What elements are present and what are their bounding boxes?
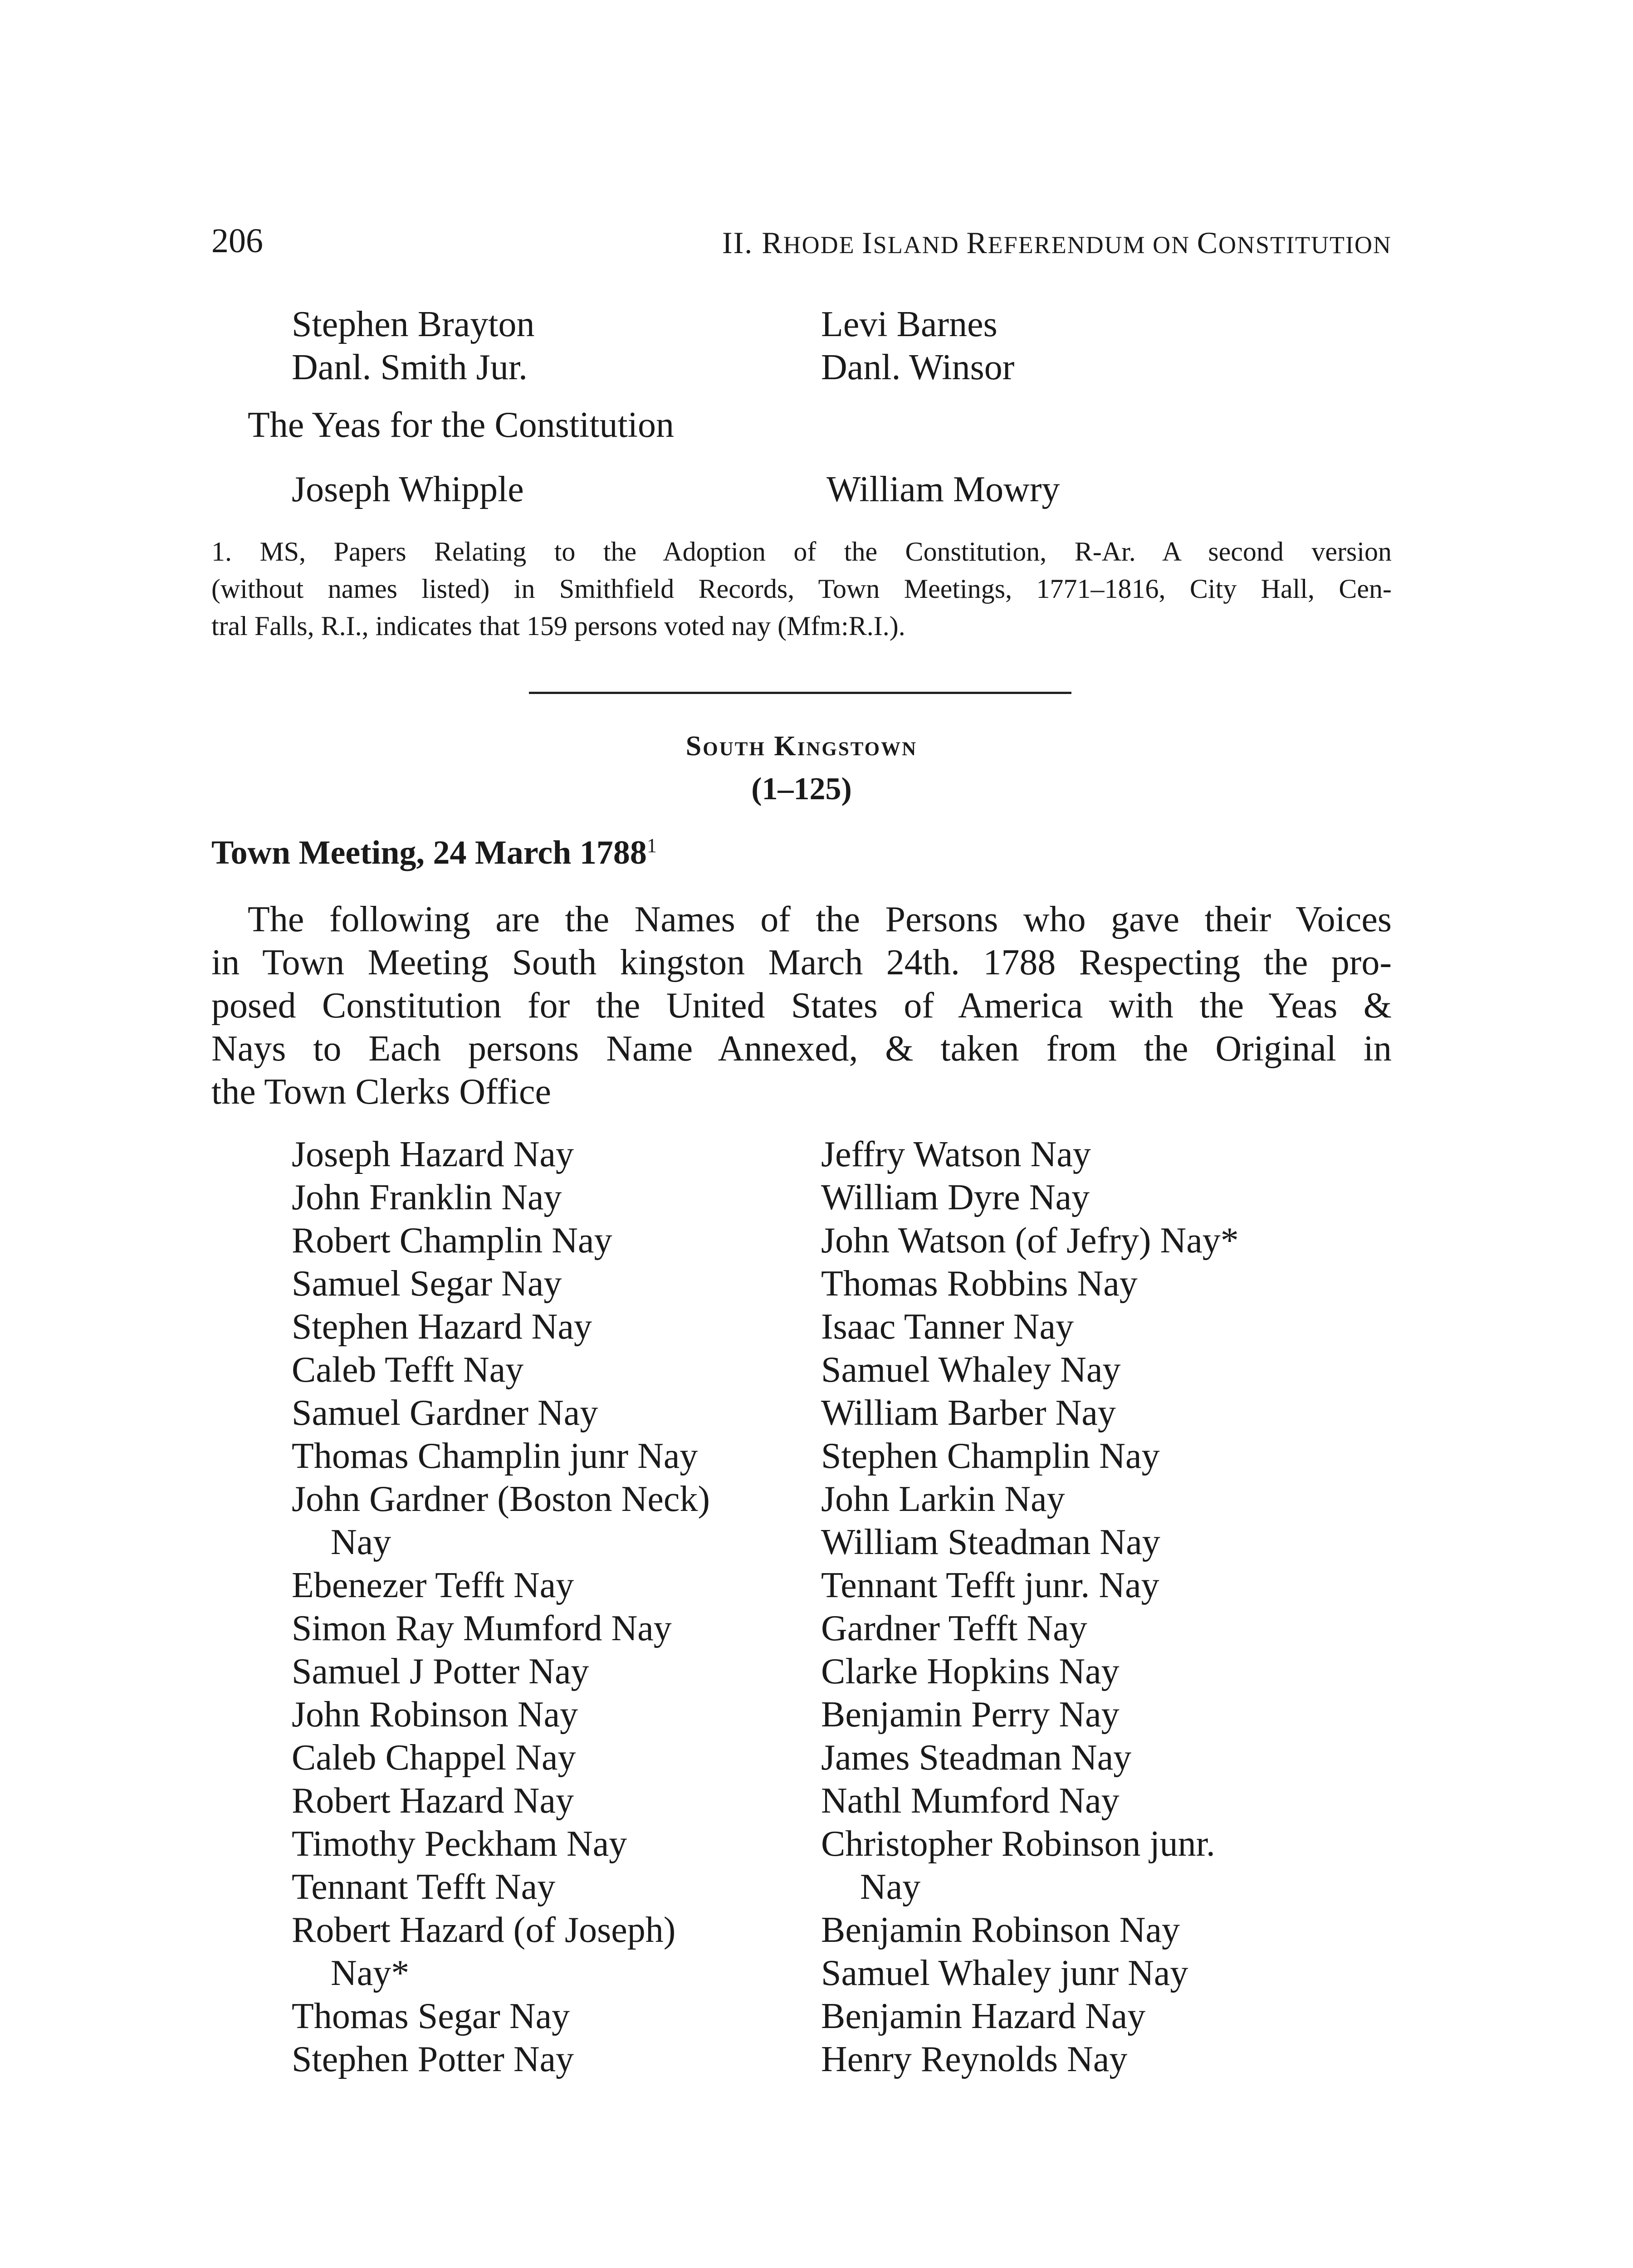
name-entry: William Dyre Nay bbox=[821, 1178, 1090, 1217]
page-number: 206 bbox=[211, 222, 263, 260]
running-title-part: EFERENDUM ON bbox=[988, 231, 1197, 259]
name-entry: Henry Reynolds Nay bbox=[821, 2039, 1128, 2079]
name-entry: John Gardner (Boston Neck) bbox=[292, 1479, 710, 1519]
name-entry-continuation: Nay* bbox=[331, 1953, 410, 1993]
prev-names-right bbox=[821, 303, 1014, 389]
name-entry: Thomas Segar Nay bbox=[292, 1996, 570, 2036]
name-entry: Christopher Robinson junr. bbox=[821, 1824, 1215, 1864]
name-entry: Samuel Whaley Nay bbox=[821, 1350, 1121, 1390]
section-divider bbox=[529, 692, 1071, 694]
name-entry: William Mowry bbox=[826, 469, 1060, 509]
name-entry: Robert Champlin Nay bbox=[292, 1221, 612, 1261]
running-title-part: I bbox=[862, 225, 873, 260]
name-entry-continuation: Nay bbox=[331, 1522, 391, 1562]
name-entry: John Larkin Nay bbox=[821, 1479, 1065, 1519]
running-title bbox=[722, 225, 1392, 261]
running-head bbox=[211, 221, 1392, 262]
footnote-line: 1. MS, Papers Relating to the Adoption of the Constitution, R-Ar. A second version bbox=[211, 537, 1392, 567]
meeting-heading-text: Town Meeting, 24 March 1788 bbox=[211, 834, 647, 871]
name-entry: Samuel J Potter Nay bbox=[292, 1652, 589, 1691]
section-range: (1–125) bbox=[751, 772, 852, 807]
footnote bbox=[211, 533, 1392, 645]
name-entry: Samuel Segar Nay bbox=[292, 1264, 562, 1304]
running-title-part: HODE bbox=[783, 231, 862, 259]
name-entry: Clarke Hopkins Nay bbox=[821, 1652, 1120, 1691]
name-entry: John Franklin Nay bbox=[292, 1178, 562, 1217]
name-entry: John Watson (of Jefry) Nay* bbox=[821, 1221, 1239, 1261]
name-entry: Thomas Champlin junr Nay bbox=[292, 1436, 698, 1476]
section-title: South Kingstown bbox=[685, 731, 918, 762]
footnote-line: (without names listed) in Smithfield Records, Town Meetings, 1771–1816, City Hall, Cen- bbox=[211, 574, 1392, 604]
intro-line: in Town Meeting South kingston March 24th. 1788 Respecting the pro- bbox=[211, 943, 1392, 982]
name-entry: Stephen Hazard Nay bbox=[292, 1307, 592, 1347]
names-right-column bbox=[821, 1133, 1239, 2081]
name-entry: Danl. Smith Jur. bbox=[292, 347, 528, 387]
name-entry: Isaac Tanner Nay bbox=[821, 1307, 1074, 1347]
meeting-heading bbox=[211, 834, 657, 872]
name-entry: Jeffry Watson Nay bbox=[821, 1134, 1091, 1174]
name-entry-continuation: Nay bbox=[860, 1867, 921, 1907]
name-entry: Benjamin Robinson Nay bbox=[821, 1910, 1180, 1950]
name-entry: Simon Ray Mumford Nay bbox=[292, 1608, 672, 1648]
name-entry: Timothy Peckham Nay bbox=[292, 1824, 627, 1864]
intro-line: posed Constitution for the United States of America with the Yeas & bbox=[211, 986, 1392, 1026]
name-entry: Joseph Whipple bbox=[292, 469, 524, 509]
name-entry: William Steadman Nay bbox=[821, 1522, 1160, 1562]
name-entry: Stephen Brayton bbox=[292, 304, 535, 344]
yeas-heading: The Yeas for the Constitution bbox=[248, 405, 674, 445]
footnote-ref: 1 bbox=[646, 834, 657, 857]
name-entry: James Steadman Nay bbox=[821, 1738, 1132, 1778]
name-entry: Caleb Tefft Nay bbox=[292, 1350, 524, 1390]
name-entry: Thomas Robbins Nay bbox=[821, 1264, 1138, 1304]
running-title-part: II. R bbox=[722, 225, 783, 260]
name-entry: Benjamin Perry Nay bbox=[821, 1695, 1120, 1735]
name-entry: Gardner Tefft Nay bbox=[821, 1608, 1087, 1648]
name-entry: Ebenezer Tefft Nay bbox=[292, 1565, 574, 1605]
name-entry: Stephen Champlin Nay bbox=[821, 1436, 1160, 1476]
intro-line: The following are the Names of the Persons who gave their Voices bbox=[248, 899, 1392, 939]
name-entry: Tennant Tefft junr. Nay bbox=[821, 1565, 1159, 1605]
name-entry: Joseph Hazard Nay bbox=[292, 1134, 574, 1174]
name-entry: William Barber Nay bbox=[821, 1393, 1116, 1433]
prev-names-left bbox=[292, 303, 534, 389]
name-entry: Tennant Tefft Nay bbox=[292, 1867, 556, 1907]
name-entry: Samuel Gardner Nay bbox=[292, 1393, 598, 1433]
name-entry: Samuel Whaley junr Nay bbox=[821, 1953, 1188, 1993]
running-title-part: SLAND bbox=[873, 231, 967, 259]
name-entry: Robert Hazard Nay bbox=[292, 1781, 574, 1821]
footnote-line: tral Falls, R.I., indicates that 159 persons voted nay (Mfm:R.I.). bbox=[211, 611, 905, 641]
name-entry: John Robinson Nay bbox=[292, 1695, 578, 1735]
name-entry: Robert Hazard (of Joseph) bbox=[292, 1910, 676, 1950]
name-entry: Danl. Winsor bbox=[821, 347, 1015, 387]
intro-paragraph bbox=[211, 898, 1392, 1114]
name-entry: Benjamin Hazard Nay bbox=[821, 1996, 1146, 2036]
intro-line: the Town Clerks Office bbox=[211, 1072, 552, 1112]
name-entry: Caleb Chappel Nay bbox=[292, 1738, 576, 1778]
name-entry: Stephen Potter Nay bbox=[292, 2039, 574, 2079]
name-entry: Levi Barnes bbox=[821, 304, 997, 344]
name-entry: Nathl Mumford Nay bbox=[821, 1781, 1120, 1821]
names-left-column bbox=[292, 1133, 710, 2081]
intro-line: Nays to Each persons Name Annexed, & taken from the Original in bbox=[211, 1029, 1392, 1069]
running-title-part: ONSTITUTION bbox=[1218, 231, 1392, 259]
running-title-part: R bbox=[966, 225, 988, 260]
running-title-part: C bbox=[1197, 225, 1219, 260]
